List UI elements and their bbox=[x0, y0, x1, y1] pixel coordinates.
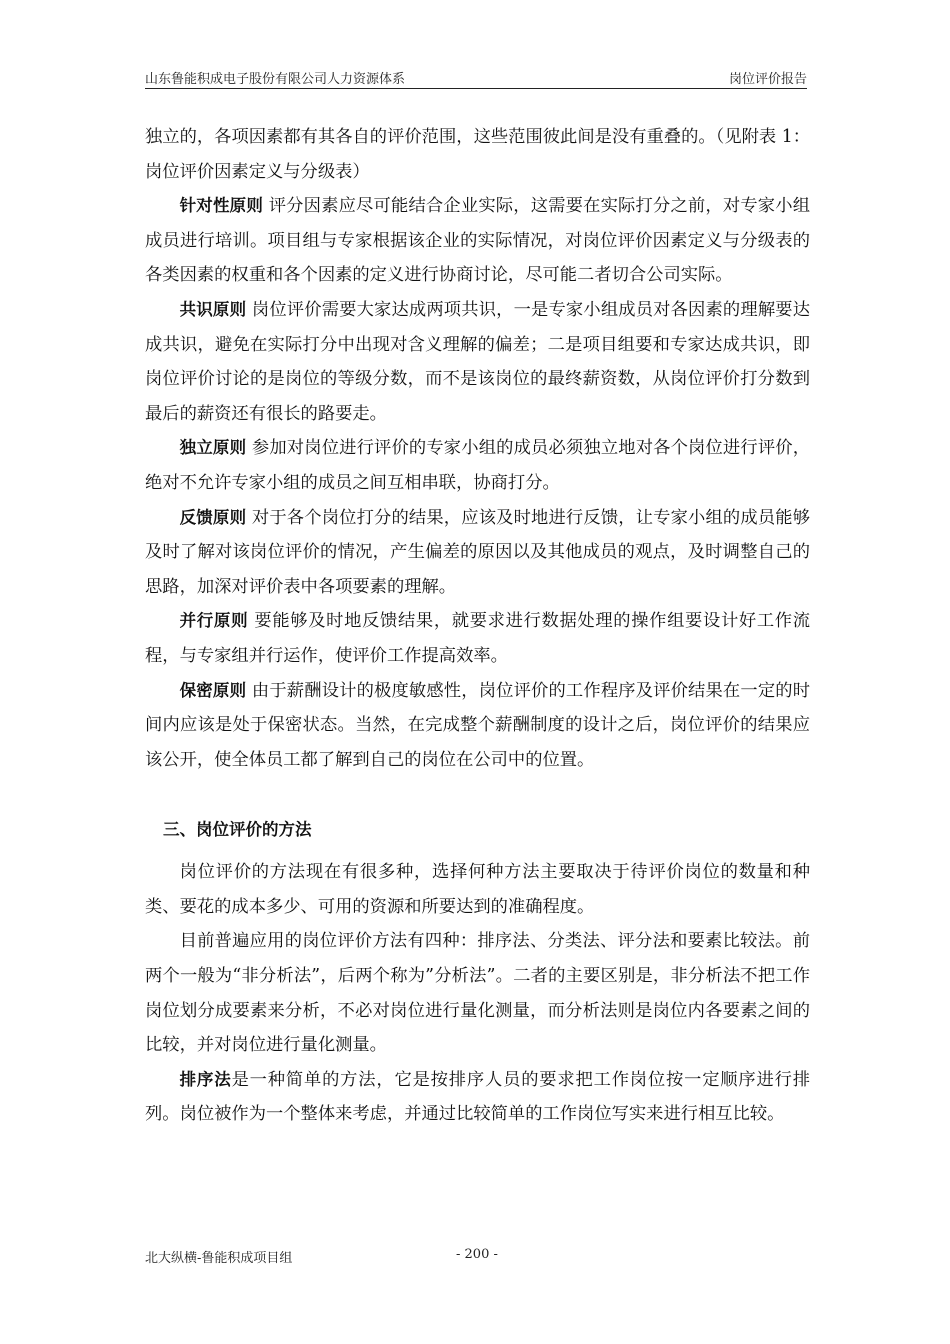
page-number: - 200 - bbox=[456, 1247, 498, 1262]
page-header bbox=[145, 66, 807, 89]
paragraph: 目前普遍应用的岗位评价方法有四种：排序法、分类法、评分法和要素比较法。前两个一般为“非分析法”，后两个称为”分析法”。二者的主要区别是，非分析法不把工作岗位划分成要素来分析，不必对岗位进行量化测量，而分析法则是岗位内各要素之间的比较，并对岗位进行量化测量。 bbox=[145, 931, 810, 1056]
method-title: 排序法 bbox=[179, 1069, 232, 1089]
principle-text: 岗位评价需要大家达成两项共识，一是专家小组成员对各因素的理解要达成共识，避免在实际打分中出现对含义理解的偏差；二是项目组要和专家达成共识，即岗位评价讨论的是岗位的等级分数，而不是该岗位的最终薪资数，从岗位评价打分数到最后的薪资还有很长的路要走。 bbox=[145, 299, 810, 424]
ranking-method bbox=[145, 1063, 810, 1132]
principle-targeted bbox=[145, 189, 810, 293]
header-company: 山东鲁能积成电子股份有限公司人力资源体系 bbox=[145, 72, 406, 87]
principle-title: 保密原则 bbox=[179, 680, 247, 700]
principle-title: 反馈原则 bbox=[179, 507, 247, 527]
principle-independence bbox=[145, 431, 810, 500]
principle-text: 参加对岗位进行评价的专家小组的成员必须独立地对各个岗位进行评价，绝对不允许专家小组的成员之间互相串联，协商打分。 bbox=[145, 438, 810, 493]
principle-text: 要能够及时地反馈结果，就要求进行数据处理的操作组要设计好工作流程，与专家组并行运作，使评价工作提高效率。 bbox=[145, 611, 811, 666]
principle-title: 针对性原则 bbox=[179, 196, 264, 216]
method-text: 是一种简单的方法，它是按排序人员的要求把工作岗位按一定顺序进行排列。岗位被作为一个整体来考虑，并通过比较简单的工作岗位写实来进行相互比较。 bbox=[145, 1069, 810, 1125]
principle-feedback bbox=[145, 501, 810, 605]
principle-text: 由于薪酬设计的极度敏感性，岗位评价的工作程序及评价结果在一定的时间内应该是处于保密状态。当然，在完成整个薪酬制度的设计之后，岗位评价的结果应该公开，使全体员工都了解到自己的岗位在公司中的位置。 bbox=[145, 680, 810, 770]
principle-confidential bbox=[145, 674, 810, 778]
principle-title: 共识原则 bbox=[179, 299, 247, 319]
paragraph: 岗位评价的方法现在有很多种，选择何种方法主要取决于待评价岗位的数量和种类、要花的成本多少、可用的资源和所要达到的准确程度。 bbox=[145, 862, 810, 917]
principle-consensus bbox=[145, 293, 810, 431]
principle-title: 独立原则 bbox=[179, 438, 247, 458]
principle-parallel bbox=[145, 604, 810, 673]
header-report-title: 岗位评价报告 bbox=[728, 72, 807, 87]
paragraph: 独立的，各项因素都有其各自的评价范围，这些范围彼此间是没有重叠的。（见附表 1：岗位评价因素定义与分级表） bbox=[145, 127, 810, 182]
section-heading: 三、岗位评价的方法 bbox=[163, 820, 312, 840]
document-body bbox=[145, 120, 810, 1132]
principle-text: 对于各个岗位打分的结果，应该及时地进行反馈，让专家小组的成员能够及时了解对该岗位评价的情况，产生偏差的原因以及其他成员的观点，及时调整自己的思路，加深对评价表中各项要素的理解。 bbox=[145, 507, 810, 597]
principle-title: 并行原则 bbox=[179, 611, 249, 631]
footer-project: 北大纵横-鲁能积成项目组 bbox=[145, 1251, 293, 1266]
principle-text: 评分因素应尽可能结合企业实际，这需要在实际打分之前，对专家小组成员进行培训。项目组与专家根据该企业的实际情况，对岗位评价因素定义与分级表的各类因素的权重和各个因素的定义进行协商讨论，尽可能二者切合公司实际。 bbox=[145, 196, 811, 286]
